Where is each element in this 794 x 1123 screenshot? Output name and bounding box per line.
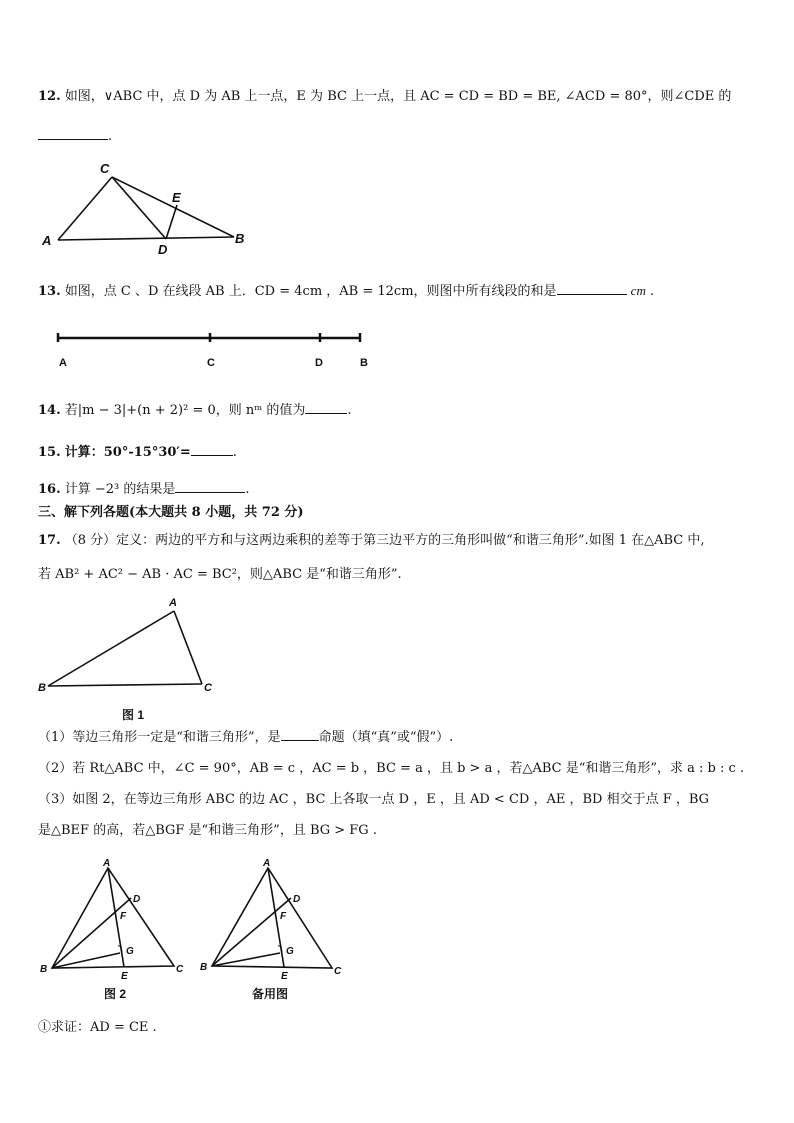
q12-segment-cb xyxy=(112,177,234,237)
fig3-segment-bg xyxy=(212,953,280,966)
q15-answer-blank[interactable] xyxy=(191,442,233,456)
q15-text xyxy=(38,442,237,462)
q17-line2: 若 AB² + AC² − AB · AC = BC²，则△ABC 是“和谐三角形”. xyxy=(38,567,402,582)
q17-part1-b: 命题（填“真”或“假”）. xyxy=(318,730,454,745)
q17-part1-a: （1）等边三角形一定是“和谐三角形”，是 xyxy=(38,730,281,745)
q13-answer-blank[interactable] xyxy=(557,281,627,295)
q16-body: 计算 −2³ 的结果是 xyxy=(64,482,176,497)
q14-text xyxy=(38,400,352,420)
q15-number: 15. xyxy=(38,445,61,460)
q13-label-b: B xyxy=(360,357,368,369)
q12-label-c: C xyxy=(100,161,110,176)
fig3-label-c: C xyxy=(334,966,342,977)
q13-number: 13. xyxy=(38,284,61,299)
q13-label-c: C xyxy=(207,357,215,369)
q13-label-a: A xyxy=(59,357,67,369)
section-title: 三、解下列各题(本大题共 8 小题，共 72 分) xyxy=(38,505,304,520)
q12-label-a: A xyxy=(42,233,52,248)
fig3-label-g: G xyxy=(286,946,294,957)
fig2-caption: 图 2 xyxy=(104,987,127,1001)
fig3-label-f: F xyxy=(280,911,287,922)
q17-sub1: ①求证：AD = CE . xyxy=(38,1020,157,1035)
q17-intro: （8 分）定义：两边的平方和与这两边乘积的差等于第三边平方的三角形叫做“和谐三角形”.如图 1 在△ABC 中, xyxy=(64,533,705,548)
q17-part3-line1: （3）如图 2，在等边三角形 ABC 的边 AC ，BC 上各取一点 D ，E ，且 AD < CD ，AE ，BD 相交于点 F ，BG xyxy=(38,792,710,807)
q13-tail: . xyxy=(649,284,655,299)
q12-segment-de xyxy=(166,205,177,239)
q14-body: 若|m − 3|+(n + 2)² = 0，则 nᵐ 的值为 xyxy=(64,403,306,418)
q15-body: 计算：50°-15°30′= xyxy=(64,445,191,460)
q12-body: 如图，∨ABC 中，点 D 为 AB 上一点，E 为 BC 上一点，且 AC = CD = BD = BE, ∠ACD = 80°，则∠CDE 的 xyxy=(64,89,732,104)
fig2-label-f: F xyxy=(120,911,127,922)
q14-number: 14. xyxy=(38,403,61,418)
q12-answer-line xyxy=(38,126,112,146)
q16-tail: . xyxy=(245,482,250,497)
q12-text xyxy=(38,88,731,106)
fig3-label-e: E xyxy=(281,971,288,982)
q13-label-d: D xyxy=(315,357,323,369)
q13-text xyxy=(38,281,654,301)
fig1-segment-ac xyxy=(174,611,202,684)
q12-label-d: D xyxy=(158,242,168,255)
q12-label-e: E xyxy=(172,190,181,205)
q17-line1 xyxy=(38,532,705,550)
q17-figure-backup xyxy=(196,856,356,1006)
fig3-label-d: D xyxy=(293,894,301,905)
q17-part1-blank[interactable] xyxy=(281,727,319,741)
fig2-label-b: B xyxy=(40,964,48,975)
q17-part1 xyxy=(38,727,453,747)
fig1-label-c: C xyxy=(204,682,212,694)
q17-number: 17. xyxy=(38,533,61,548)
q12-answer-blank[interactable] xyxy=(38,126,108,140)
q16-text xyxy=(38,479,250,499)
fig1-label-a: A xyxy=(169,597,177,609)
q17-figure-2 xyxy=(36,856,196,1006)
q12-number: 12. xyxy=(38,89,61,104)
q13-unit: cm xyxy=(630,283,646,298)
q12-segment-ab xyxy=(58,237,234,240)
fig2-triangle-abc xyxy=(52,868,174,968)
q16-number: 16. xyxy=(38,482,61,497)
fig2-label-a: A xyxy=(103,858,111,869)
fig1-segment-ba xyxy=(48,611,174,686)
fig1-caption: 图 1 xyxy=(122,708,145,722)
q14-answer-blank[interactable] xyxy=(305,400,347,414)
q14-tail: . xyxy=(347,403,352,418)
fig2-label-c: C xyxy=(176,964,184,975)
fig3-label-b: B xyxy=(200,962,208,973)
fig3-triangle-abc xyxy=(212,868,332,968)
fig2-label-d: D xyxy=(133,894,141,905)
q17-figure-1 xyxy=(36,596,226,726)
q17-part3-line2: 是△BEF 的高，若△BGF 是“和谐三角形”，且 BG > FG . xyxy=(38,823,377,838)
fig3-caption: 备用图 xyxy=(252,987,289,1001)
q13-figure xyxy=(50,328,380,373)
q12-figure xyxy=(36,155,266,255)
q16-answer-blank[interactable] xyxy=(175,479,245,493)
fig3-label-a: A xyxy=(263,858,271,869)
q12-segment-cd xyxy=(112,177,166,239)
q12-label-b: B xyxy=(235,231,245,246)
fig2-label-g: G xyxy=(126,946,134,957)
fig2-label-e: E xyxy=(121,971,128,982)
fig2-segment-bg xyxy=(52,953,120,968)
q17-part2: （2）若 Rt△ABC 中，∠C = 90°，AB = c ，AC = b ，BC = a ，且 b > a ，若△ABC 是“和谐三角形”，求 a : b : c . xyxy=(38,761,745,776)
q15-tail: . xyxy=(232,445,237,460)
q13-body: 如图，点 C 、D 在线段 AB 上．CD = 4cm ，AB = 12cm，则图中所有线段的和是 xyxy=(64,284,557,299)
fig1-segment-bc xyxy=(48,684,202,686)
q12-segment-ac xyxy=(58,177,112,240)
q12-tail: . xyxy=(108,129,113,144)
fig1-label-b: B xyxy=(38,682,46,694)
